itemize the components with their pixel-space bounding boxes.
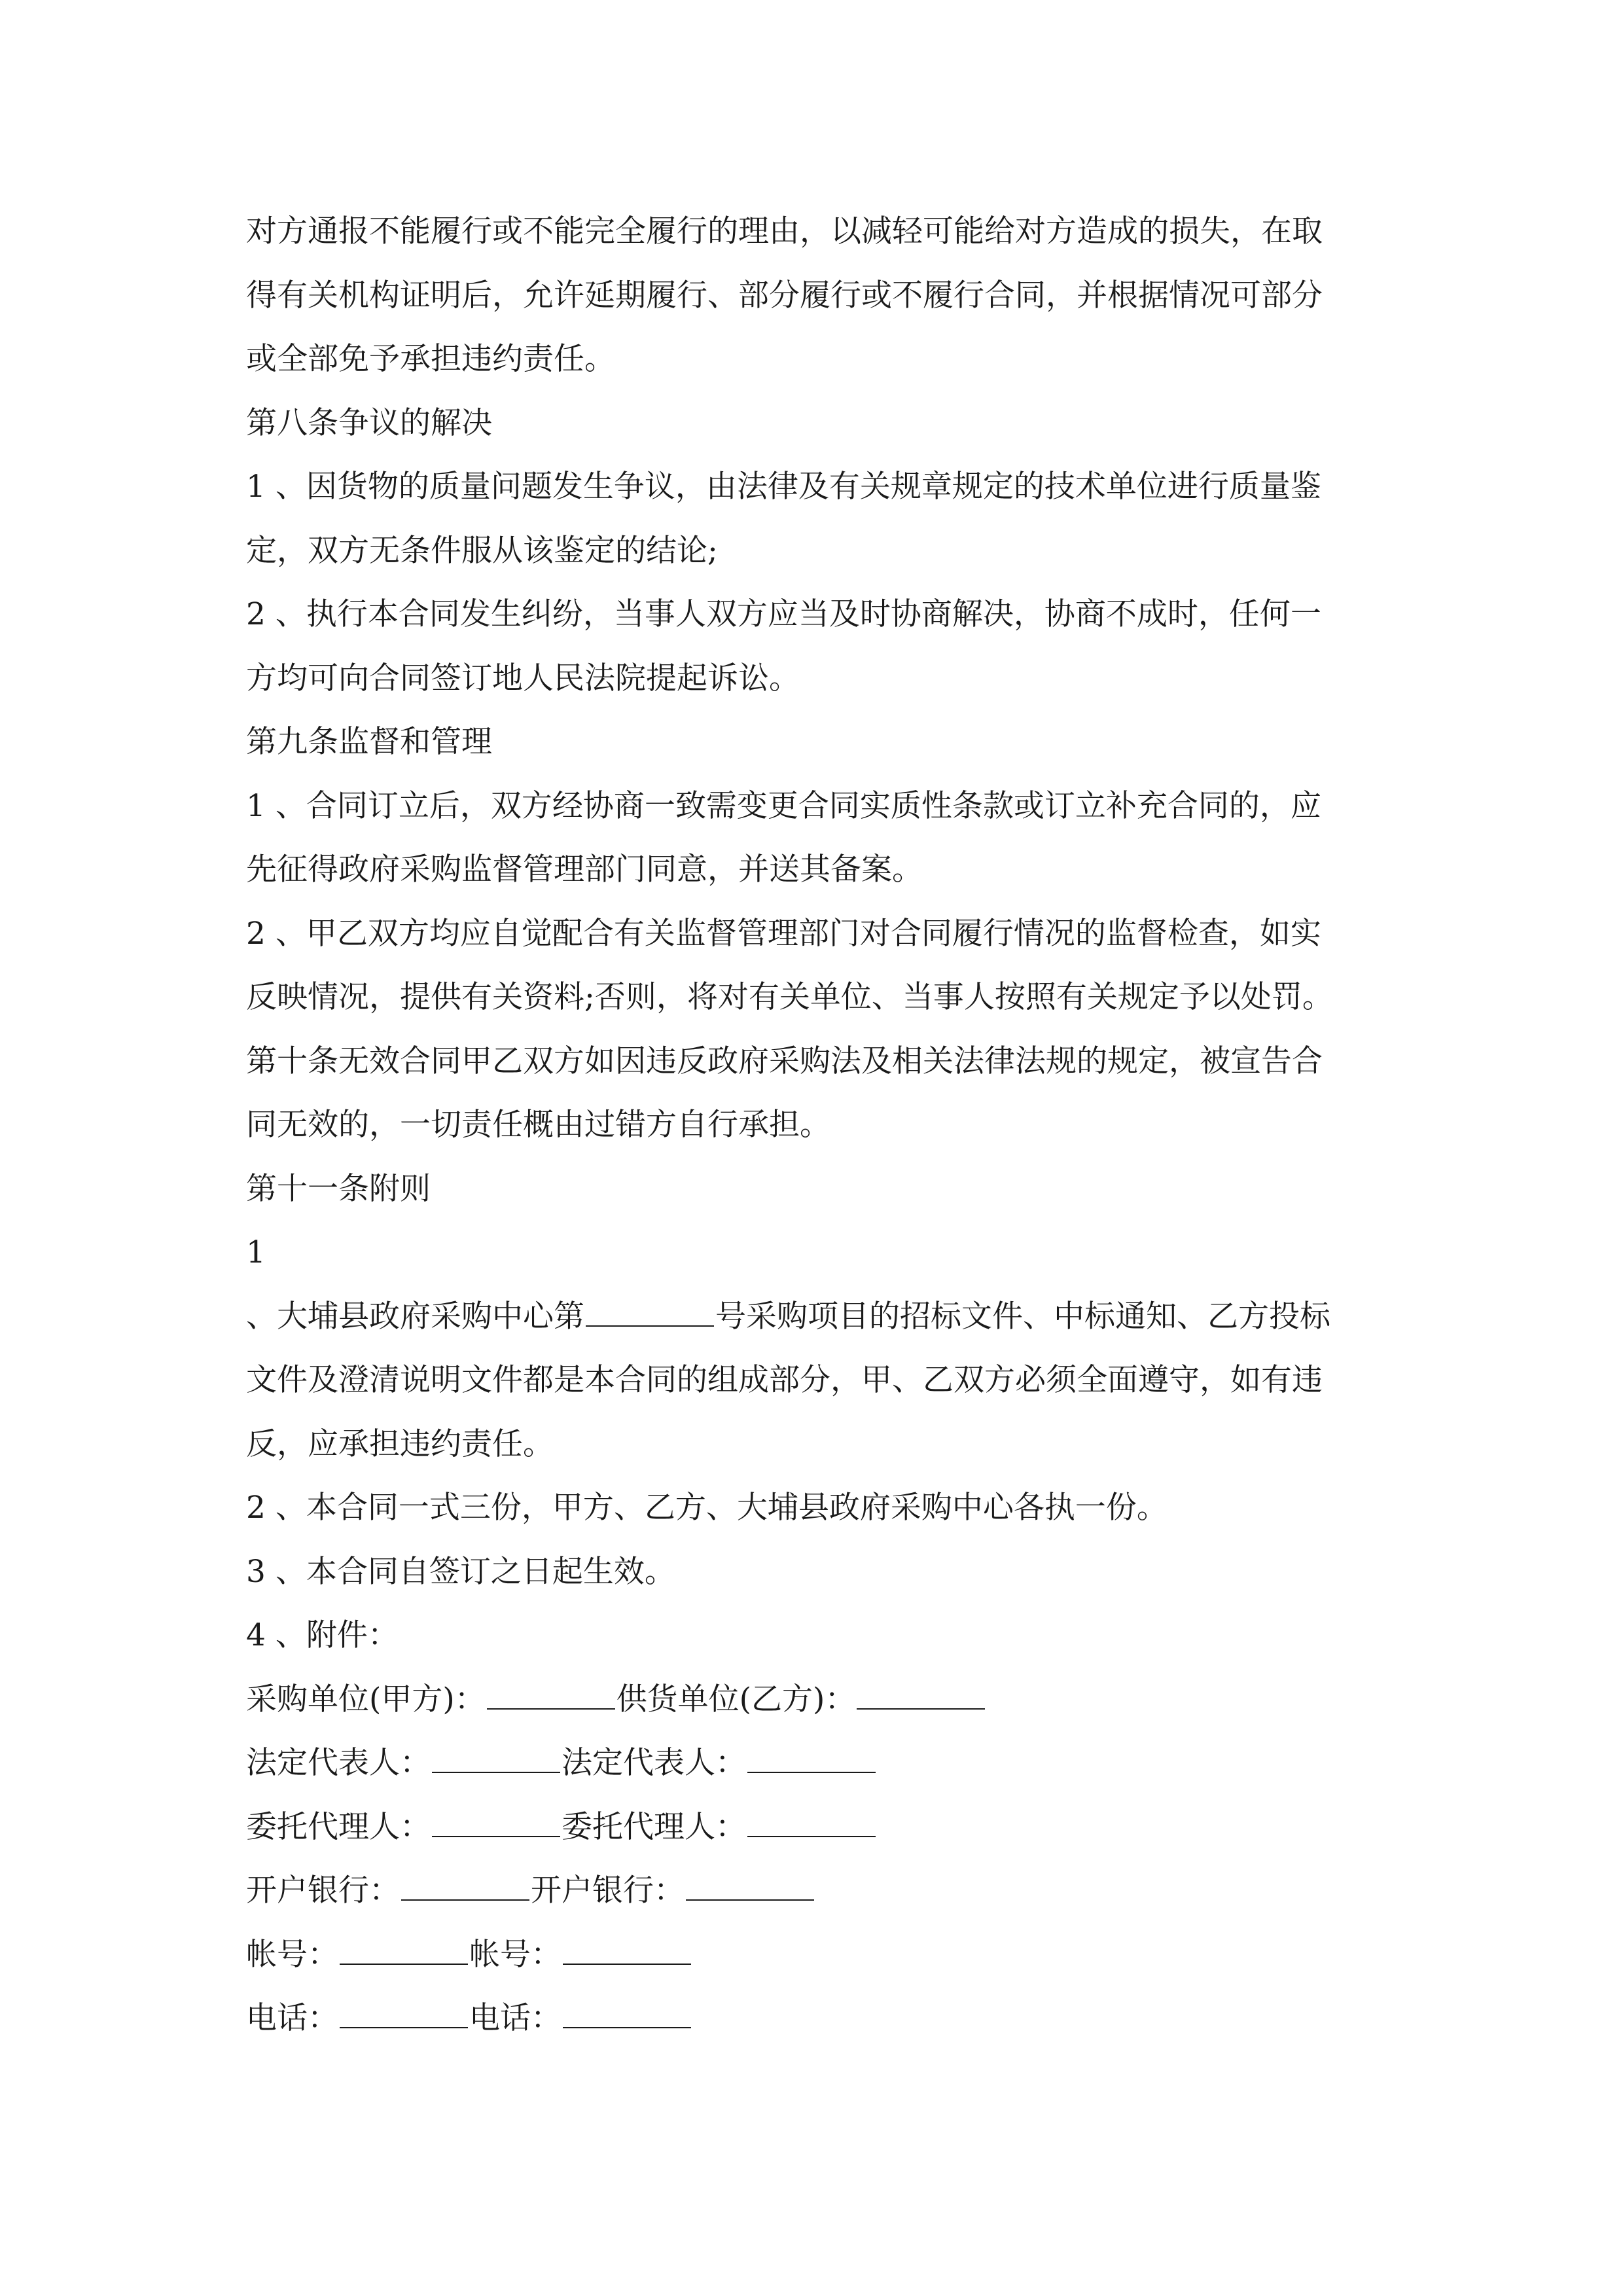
bank-blank-b[interactable] <box>686 1873 814 1901</box>
account-label: 帐号： <box>246 1936 338 1973</box>
article-10-line: 第十条无效合同甲乙双方如因违反政府采购法及相关法律法规的规定，被宣告合 <box>246 1043 1323 1079</box>
legal-rep-label: 法定代表人： <box>246 1745 431 1781</box>
agent-label: 委托代理人： <box>562 1808 746 1845</box>
supplier-blank[interactable] <box>857 1682 985 1710</box>
article-11-item-number: 1 <box>246 1234 266 1270</box>
phone-label: 电话： <box>469 2000 562 2036</box>
signature-row-bank <box>246 1859 1378 1923</box>
legal-rep-blank-b[interactable] <box>747 1746 876 1773</box>
account-blank-a[interactable] <box>340 1937 468 1965</box>
text-line: 1 、合同订立后，双方经协商一致需变更合同实质性条款或订立补充合同的，应 <box>246 787 1321 824</box>
buyer-blank[interactable] <box>487 1682 615 1710</box>
signature-row-phone <box>246 1986 1378 2051</box>
legal-rep-label: 法定代表人： <box>562 1745 746 1781</box>
legal-rep-blank-a[interactable] <box>432 1746 560 1773</box>
phone-blank-b[interactable] <box>563 2001 691 2028</box>
text-line: 文件及澄清说明文件都是本合同的组成部分，甲、乙双方必须全面遵守，如有违 <box>246 1362 1323 1398</box>
agent-blank-a[interactable] <box>432 1810 560 1837</box>
text-line: 2 、执行本合同发生纠纷，当事人双方应当及时协商解决，协商不成时，任何一 <box>246 596 1321 632</box>
signature-row-agent <box>246 1795 1378 1859</box>
text-line: 4 、附件： <box>246 1617 399 1653</box>
signature-row-account <box>246 1923 1378 1987</box>
article-9-title: 第九条监督和管理 <box>246 724 492 760</box>
account-blank-b[interactable] <box>563 1937 691 1965</box>
phone-label: 电话： <box>246 2000 338 2036</box>
signature-row-parties <box>246 1668 1378 1732</box>
text-line: 对方通报不能履行或不能完全履行的理由，以减轻可能给对方造成的损失，在取 <box>246 213 1323 249</box>
text-line: 反映情况，提供有关资料;否则，将对有关单位、当事人按照有关规定予以处罚。 <box>246 979 1333 1015</box>
phone-blank-a[interactable] <box>340 2001 468 2028</box>
bank-label: 开户银行： <box>531 1873 685 1909</box>
agent-label: 委托代理人： <box>246 1808 431 1845</box>
text-fragment: 号采购项目的招标文件、中标通知、乙方投标 <box>715 1298 1330 1335</box>
text-line: 定，双方无条件服从该鉴定的结论; <box>246 532 718 569</box>
text-line: 2 、甲乙双方均应自觉配合有关监督管理部门对合同履行情况的监督检查，如实 <box>246 915 1321 952</box>
text-line: 方均可向合同签订地人民法院提起诉讼。 <box>246 660 800 696</box>
text-line: 得有关机构证明后，允许延期履行、部分履行或不履行合同，并根据情况可部分 <box>246 277 1323 314</box>
text-line: 先征得政府采购监督管理部门同意，并送其备案。 <box>246 852 923 888</box>
bank-label: 开户银行： <box>246 1873 400 1909</box>
contract-body <box>246 200 1378 2051</box>
supplier-label: 供货单位(乙方)： <box>616 1681 856 1717</box>
article-11-title: 第十一条附则 <box>246 1170 431 1207</box>
text-line: 2 、本合同一式三份，甲方、乙方、大埔县政府采购中心各执一份。 <box>246 1490 1168 1526</box>
text-fragment: 、大埔县政府采购中心第 <box>246 1298 584 1335</box>
account-label: 帐号： <box>469 1936 562 1973</box>
signature-row-legal-rep <box>246 1731 1378 1795</box>
bank-blank-a[interactable] <box>401 1873 529 1901</box>
agent-blank-b[interactable] <box>747 1810 876 1837</box>
article-8-title: 第八条争议的解决 <box>246 404 492 441</box>
text-line: 或全部免予承担违约责任。 <box>246 341 615 377</box>
text-line: 3 、本合同自签订之日起生效。 <box>246 1553 675 1590</box>
buyer-label: 采购单位(甲方)： <box>246 1681 486 1717</box>
article-10-line: 同无效的，一切责任概由过错方自行承担。 <box>246 1107 830 1143</box>
text-line: 反，应承担违约责任。 <box>246 1426 554 1462</box>
article-11-item-1-line <box>246 1285 1378 1349</box>
text-line: 1 、因货物的质量问题发生争议，由法律及有关规章规定的技术单位进行质量鉴 <box>246 469 1321 505</box>
fill-in-blank[interactable] <box>586 1299 714 1327</box>
